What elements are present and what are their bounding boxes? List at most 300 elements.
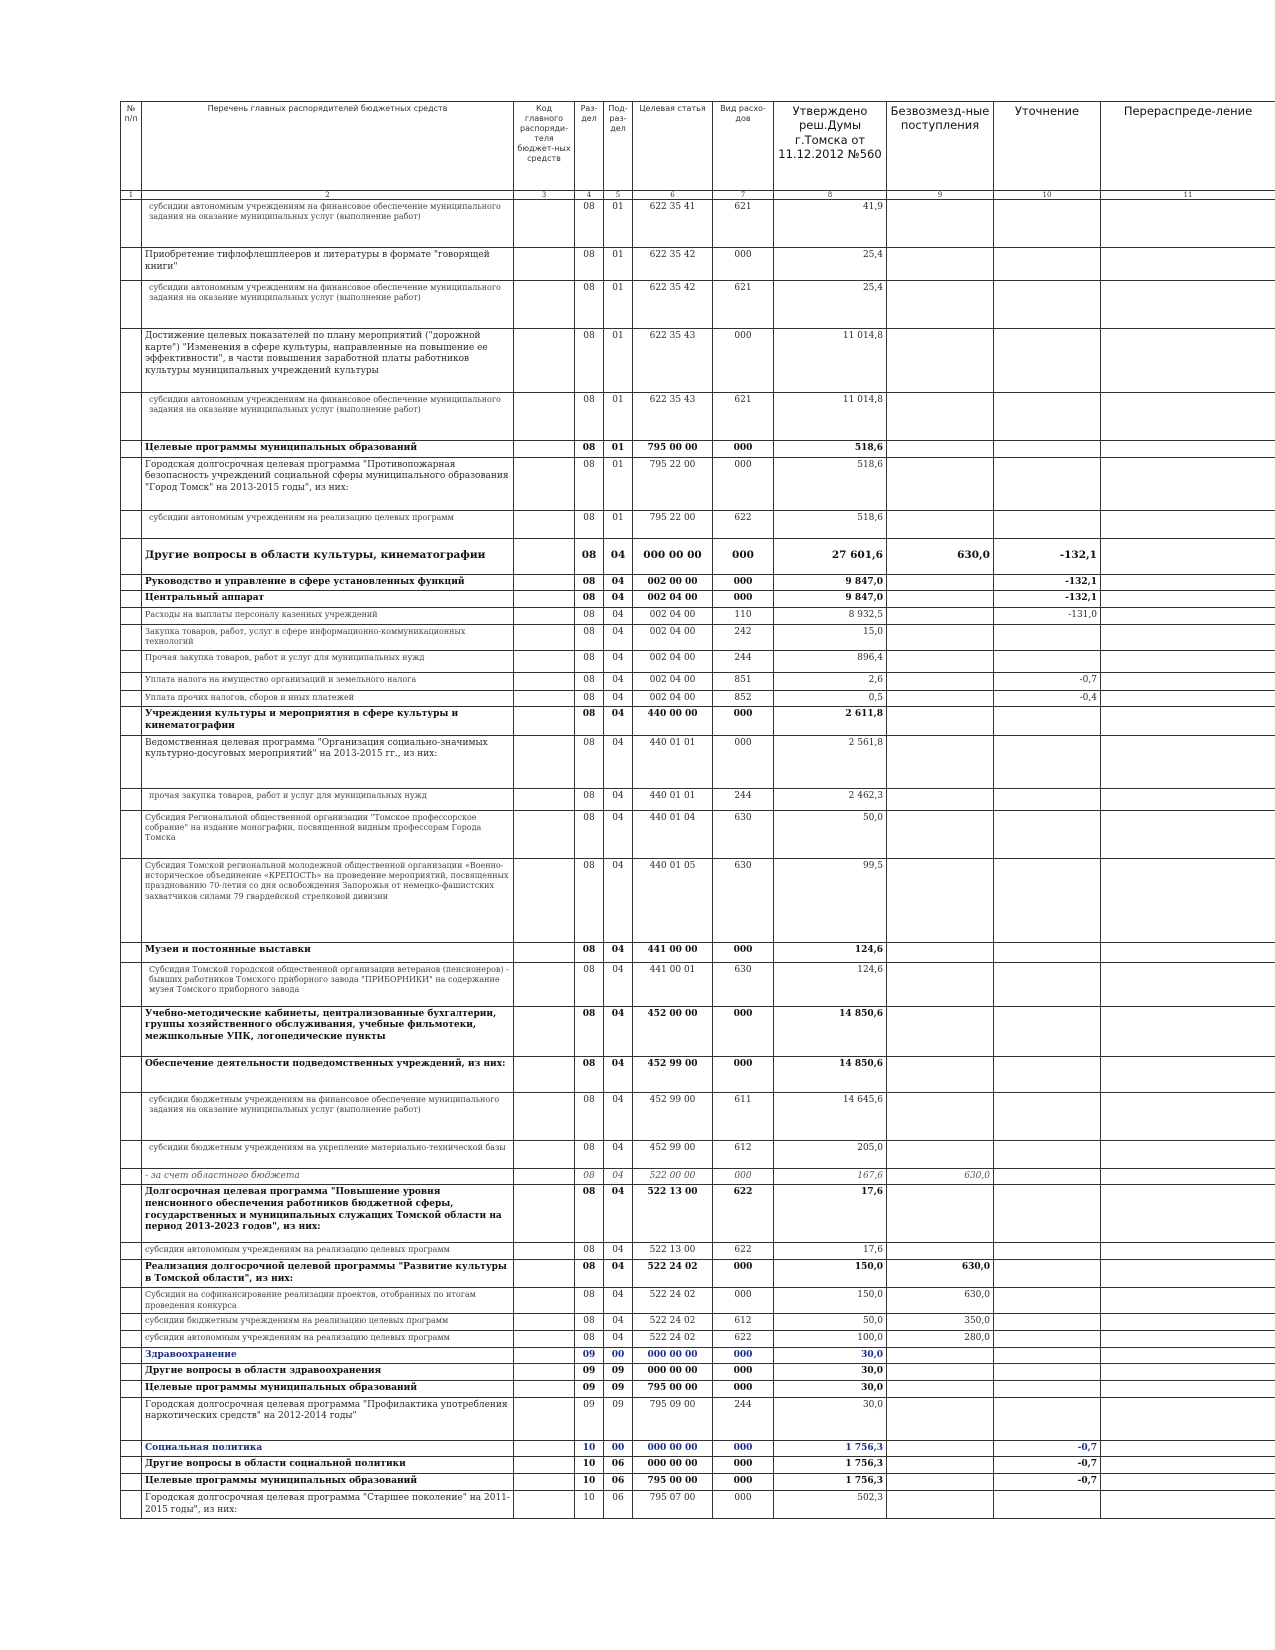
row-number [121, 1168, 142, 1185]
row-bezvozm [887, 735, 994, 788]
row-bezvozm [887, 1440, 994, 1457]
row-name: Долгосрочная целевая программа "Повышение уровня пенсионного обеспечения работников бюджетной сферы, государственных и муниципальных служащих Томской области на период 2013-2023 годов", из них: [142, 1185, 514, 1243]
row-podrazdel: 04 [604, 591, 633, 608]
row-code [514, 1474, 575, 1491]
row-vid: 621 [713, 393, 774, 441]
row-code [514, 788, 575, 810]
row-number [121, 1243, 142, 1260]
row-podrazdel: 04 [604, 1288, 633, 1314]
row-utochnenie [994, 329, 1101, 393]
row-name: Реализация долгосрочной целевой программы "Развитие культуры в Томской области", из них: [142, 1259, 514, 1287]
row-number [121, 200, 142, 248]
row-approved: 100,0 [774, 1331, 887, 1348]
row-number [121, 1364, 142, 1381]
row-razdel: 08 [575, 942, 604, 962]
row-pereraspredelenie [1101, 1259, 1275, 1287]
row-pereraspredelenie [1101, 200, 1275, 248]
header-pereraspredelenie: Перераспреде-ление [1101, 102, 1275, 191]
row-pereraspredelenie [1101, 672, 1275, 690]
row-number [121, 672, 142, 690]
row-code [514, 1006, 575, 1056]
row-podrazdel: 04 [604, 1140, 633, 1168]
row-number [121, 1006, 142, 1056]
row-code [514, 1347, 575, 1364]
row-bezvozm [887, 1490, 994, 1518]
row-vid: 621 [713, 281, 774, 329]
row-approved: 150,0 [774, 1288, 887, 1314]
row-statya: 440 01 04 [633, 810, 713, 858]
table-row [121, 441, 1275, 458]
row-razdel: 09 [575, 1364, 604, 1381]
row-vid: 621 [713, 200, 774, 248]
row-number [121, 248, 142, 281]
row-code [514, 281, 575, 329]
row-podrazdel: 09 [604, 1397, 633, 1440]
row-bezvozm [887, 1457, 994, 1474]
row-statya: 795 00 00 [633, 441, 713, 458]
row-bezvozm [887, 1056, 994, 1092]
row-approved: 1 756,3 [774, 1440, 887, 1457]
row-podrazdel: 04 [604, 574, 633, 591]
row-vid: 622 [713, 1185, 774, 1243]
table-row [121, 1168, 1275, 1185]
row-pereraspredelenie [1101, 707, 1275, 735]
row-bezvozm [887, 1243, 994, 1260]
row-number [121, 393, 142, 441]
row-utochnenie: -0,7 [994, 1440, 1101, 1457]
row-number [121, 1185, 142, 1243]
row-utochnenie [994, 1056, 1101, 1092]
row-utochnenie [994, 962, 1101, 1006]
row-number [121, 1056, 142, 1092]
row-name: Достижение целевых показателей по плану мероприятий ("дорожной карте") "Изменения в сфере культуры, направленные на повышение ее эффективности", в части повышения заработной платы работников культуры муниципальных учреждений культуры [142, 329, 514, 393]
table-row [121, 1259, 1275, 1287]
row-podrazdel: 04 [604, 1331, 633, 1348]
table-row [121, 248, 1275, 281]
row-code [514, 1331, 575, 1348]
row-name: Обеспечение деятельности подведомственных учреждений, из них: [142, 1056, 514, 1092]
table-row [121, 624, 1275, 650]
row-utochnenie [994, 200, 1101, 248]
row-name: Целевые программы муниципальных образований [142, 441, 514, 458]
row-name: Целевые программы муниципальных образований [142, 1381, 514, 1398]
row-vid: 000 [713, 329, 774, 393]
row-razdel: 10 [575, 1440, 604, 1457]
row-pereraspredelenie [1101, 538, 1275, 574]
row-name: Центральный аппарат [142, 591, 514, 608]
row-approved: 30,0 [774, 1397, 887, 1440]
row-statya: 000 00 00 [633, 538, 713, 574]
row-podrazdel: 06 [604, 1474, 633, 1491]
row-code [514, 538, 575, 574]
row-statya: 440 01 01 [633, 788, 713, 810]
row-statya: 000 00 00 [633, 1364, 713, 1381]
row-pereraspredelenie [1101, 1381, 1275, 1398]
row-name: субсидии бюджетным учреждениям на укрепление материально-технической базы [142, 1140, 514, 1168]
header-podrazdel: Под-раз-дел [604, 102, 633, 191]
row-podrazdel: 04 [604, 858, 633, 942]
row-bezvozm: 280,0 [887, 1331, 994, 1348]
row-code [514, 591, 575, 608]
row-approved: 30,0 [774, 1364, 887, 1381]
row-razdel: 08 [575, 457, 604, 510]
row-razdel: 08 [575, 393, 604, 441]
row-approved: 896,4 [774, 650, 887, 672]
table-row [121, 707, 1275, 735]
row-name: Городская долгосрочная целевая программа "Противопожарная безопасность учреждений социальной сферы муниципального образования "Город Томск" на 2013-2015 годы", из них: [142, 457, 514, 510]
row-utochnenie [994, 1381, 1101, 1398]
row-podrazdel: 01 [604, 441, 633, 458]
row-code [514, 1056, 575, 1092]
row-statya: 795 22 00 [633, 510, 713, 538]
row-bezvozm [887, 441, 994, 458]
row-pereraspredelenie [1101, 574, 1275, 591]
row-utochnenie [994, 248, 1101, 281]
table-row [121, 810, 1275, 858]
row-bezvozm [887, 200, 994, 248]
row-bezvozm [887, 788, 994, 810]
row-bezvozm [887, 1140, 994, 1168]
row-code [514, 200, 575, 248]
row-name: субсидии автономным учреждениям на финансовое обеспечение муниципального задания на оказание муниципальных услуг (выполнение работ) [142, 393, 514, 441]
row-approved: 41,9 [774, 200, 887, 248]
row-statya: 441 00 00 [633, 942, 713, 962]
table-row [121, 329, 1275, 393]
row-number [121, 591, 142, 608]
row-utochnenie [994, 1092, 1101, 1140]
row-approved: 2 462,3 [774, 788, 887, 810]
row-podrazdel: 04 [604, 538, 633, 574]
column-number-row [121, 191, 1275, 200]
row-code [514, 650, 575, 672]
row-name: Прочая закупка товаров, работ и услуг для муниципальных нужд [142, 650, 514, 672]
row-utochnenie [994, 735, 1101, 788]
row-name: субсидии автономным учреждениям на реализацию целевых программ [142, 1331, 514, 1348]
table-row [121, 1140, 1275, 1168]
row-name: Городская долгосрочная целевая программа "Профилактика употребления наркотических средств" на 2012-2014 годы" [142, 1397, 514, 1440]
row-approved: 0,5 [774, 690, 887, 707]
row-statya: 622 35 42 [633, 248, 713, 281]
row-vid: 000 [713, 707, 774, 735]
row-vid: 000 [713, 1381, 774, 1398]
row-podrazdel: 04 [604, 608, 633, 625]
row-number [121, 1288, 142, 1314]
row-code [514, 1243, 575, 1260]
row-pereraspredelenie [1101, 1331, 1275, 1348]
table-row [121, 1397, 1275, 1440]
row-pereraspredelenie [1101, 650, 1275, 672]
row-razdel: 08 [575, 788, 604, 810]
row-utochnenie [994, 942, 1101, 962]
column-number: 8 [774, 191, 887, 200]
row-code [514, 735, 575, 788]
row-vid: 000 [713, 538, 774, 574]
table-row [121, 591, 1275, 608]
row-razdel: 08 [575, 1168, 604, 1185]
row-code [514, 1092, 575, 1140]
row-vid: 852 [713, 690, 774, 707]
row-utochnenie [994, 624, 1101, 650]
row-razdel: 08 [575, 1331, 604, 1348]
column-number: 3 [514, 191, 575, 200]
row-podrazdel: 01 [604, 329, 633, 393]
table-row [121, 608, 1275, 625]
row-approved: 30,0 [774, 1381, 887, 1398]
row-number [121, 1331, 142, 1348]
row-code [514, 672, 575, 690]
row-number [121, 650, 142, 672]
table-row [121, 538, 1275, 574]
row-vid: 000 [713, 248, 774, 281]
row-name: Другие вопросы в области социальной политики [142, 1457, 514, 1474]
row-pereraspredelenie [1101, 1397, 1275, 1440]
row-code [514, 624, 575, 650]
header-row-number: № п/п [121, 102, 142, 191]
row-razdel: 08 [575, 1056, 604, 1092]
row-vid: 000 [713, 441, 774, 458]
row-vid: 622 [713, 1331, 774, 1348]
row-approved: 14 850,6 [774, 1056, 887, 1092]
row-pereraspredelenie [1101, 735, 1275, 788]
row-pereraspredelenie [1101, 624, 1275, 650]
row-name: субсидии автономным учреждениям на реализацию целевых программ [142, 1243, 514, 1260]
table-row [121, 393, 1275, 441]
row-podrazdel: 01 [604, 393, 633, 441]
row-code [514, 441, 575, 458]
row-pereraspredelenie [1101, 1056, 1275, 1092]
table-header-row [121, 102, 1275, 191]
row-statya: 440 01 01 [633, 735, 713, 788]
row-statya: 440 00 00 [633, 707, 713, 735]
row-razdel: 08 [575, 200, 604, 248]
row-approved: 1 756,3 [774, 1457, 887, 1474]
row-utochnenie: -0,4 [994, 690, 1101, 707]
row-approved: 9 847,0 [774, 574, 887, 591]
row-statya: 452 99 00 [633, 1092, 713, 1140]
row-vid: 630 [713, 810, 774, 858]
row-approved: 27 601,6 [774, 538, 887, 574]
row-approved: 25,4 [774, 281, 887, 329]
table-row [121, 1314, 1275, 1331]
row-statya: 002 00 00 [633, 574, 713, 591]
column-number: 11 [1101, 191, 1275, 200]
row-statya: 522 24 02 [633, 1314, 713, 1331]
row-utochnenie [994, 1006, 1101, 1056]
row-podrazdel: 04 [604, 1168, 633, 1185]
table-row [121, 690, 1275, 707]
row-code [514, 329, 575, 393]
row-code [514, 1397, 575, 1440]
row-name: Субсидия Региональной общественной организации "Томское профессорское собрание" на издание монографии, посвященной видным профессорам Города Томска [142, 810, 514, 858]
header-approved: Утверждено реш.Думы г.Томска от 11.12.2012 №560 [774, 102, 887, 191]
row-number [121, 1397, 142, 1440]
column-number: 10 [994, 191, 1101, 200]
row-code [514, 510, 575, 538]
row-statya: 522 24 02 [633, 1331, 713, 1348]
row-number [121, 457, 142, 510]
row-pereraspredelenie [1101, 962, 1275, 1006]
row-code [514, 858, 575, 942]
row-podrazdel: 04 [604, 1259, 633, 1287]
row-vid: 611 [713, 1092, 774, 1140]
row-statya: 441 00 01 [633, 962, 713, 1006]
row-statya: 795 07 00 [633, 1490, 713, 1518]
row-razdel: 08 [575, 624, 604, 650]
row-approved: 2 611,8 [774, 707, 887, 735]
row-bezvozm: 630,0 [887, 538, 994, 574]
row-code [514, 942, 575, 962]
row-approved: 11 014,8 [774, 329, 887, 393]
table-row [121, 1006, 1275, 1056]
column-number: 5 [604, 191, 633, 200]
row-pereraspredelenie [1101, 858, 1275, 942]
table-row [121, 650, 1275, 672]
row-statya: 522 13 00 [633, 1243, 713, 1260]
row-vid: 244 [713, 650, 774, 672]
row-utochnenie [994, 858, 1101, 942]
row-name: Другие вопросы в области здравоохранения [142, 1364, 514, 1381]
row-number [121, 1381, 142, 1398]
table-row [121, 1243, 1275, 1260]
row-code [514, 1140, 575, 1168]
header-vid: Вид расхо-дов [713, 102, 774, 191]
row-number [121, 281, 142, 329]
row-name: Закупка товаров, работ, услуг в сфере информационно-коммуникационных технологий [142, 624, 514, 650]
table-row [121, 457, 1275, 510]
row-approved: 50,0 [774, 1314, 887, 1331]
row-bezvozm [887, 1185, 994, 1243]
row-code [514, 393, 575, 441]
row-number [121, 1259, 142, 1287]
row-bezvozm [887, 690, 994, 707]
table-row [121, 281, 1275, 329]
row-name: субсидии автономным учреждениям на финансовое обеспечение муниципального задания на оказание муниципальных услуг (выполнение работ) [142, 281, 514, 329]
row-podrazdel: 01 [604, 281, 633, 329]
row-name: субсидии бюджетным учреждениям на реализацию целевых программ [142, 1314, 514, 1331]
row-razdel: 08 [575, 1288, 604, 1314]
row-number [121, 858, 142, 942]
row-approved: 14 645,6 [774, 1092, 887, 1140]
row-utochnenie [994, 650, 1101, 672]
row-bezvozm [887, 942, 994, 962]
row-vid: 244 [713, 1397, 774, 1440]
row-statya: 622 35 43 [633, 329, 713, 393]
row-bezvozm [887, 672, 994, 690]
row-razdel: 08 [575, 1259, 604, 1287]
row-approved: 99,5 [774, 858, 887, 942]
row-name: - за счет областного бюджета [142, 1168, 514, 1185]
row-code [514, 810, 575, 858]
row-name: прочая закупка товаров, работ и услуг для муниципальных нужд [142, 788, 514, 810]
table-row [121, 942, 1275, 962]
row-podrazdel: 06 [604, 1457, 633, 1474]
row-name: Городская долгосрочная целевая программа "Старшее поколение" на 2011-2015 годы", из них: [142, 1490, 514, 1518]
row-number [121, 608, 142, 625]
row-vid: 242 [713, 624, 774, 650]
row-vid: 000 [713, 1474, 774, 1491]
row-bezvozm [887, 962, 994, 1006]
row-razdel: 08 [575, 690, 604, 707]
row-utochnenie [994, 1288, 1101, 1314]
row-number [121, 810, 142, 858]
row-bezvozm [887, 281, 994, 329]
row-pereraspredelenie [1101, 1185, 1275, 1243]
row-podrazdel: 04 [604, 735, 633, 788]
row-razdel: 08 [575, 608, 604, 625]
header-code: Код главного распоряди-теля бюджет-ных средств [514, 102, 575, 191]
table-row [121, 1347, 1275, 1364]
row-razdel: 08 [575, 707, 604, 735]
row-pereraspredelenie [1101, 1092, 1275, 1140]
row-bezvozm [887, 858, 994, 942]
row-vid: 630 [713, 858, 774, 942]
row-utochnenie: -0,7 [994, 672, 1101, 690]
row-number [121, 1474, 142, 1491]
row-vid: 244 [713, 788, 774, 810]
row-bezvozm: 630,0 [887, 1288, 994, 1314]
row-statya: 002 04 00 [633, 624, 713, 650]
row-code [514, 1288, 575, 1314]
header-name: Перечень главных распорядителей бюджетных средств [142, 102, 514, 191]
row-utochnenie [994, 1347, 1101, 1364]
row-statya: 002 04 00 [633, 591, 713, 608]
row-code [514, 1185, 575, 1243]
column-number: 4 [575, 191, 604, 200]
row-code [514, 1314, 575, 1331]
row-pereraspredelenie [1101, 608, 1275, 625]
row-bezvozm [887, 1381, 994, 1398]
row-utochnenie [994, 1168, 1101, 1185]
table-row [121, 1474, 1275, 1491]
row-pereraspredelenie [1101, 1243, 1275, 1260]
table-row [121, 1490, 1275, 1518]
row-code [514, 1364, 575, 1381]
row-number [121, 538, 142, 574]
row-pereraspredelenie [1101, 1474, 1275, 1491]
row-bezvozm [887, 1092, 994, 1140]
column-number: 6 [633, 191, 713, 200]
row-utochnenie [994, 1331, 1101, 1348]
table-row [121, 1364, 1275, 1381]
row-number [121, 574, 142, 591]
header-utochnenie: Уточнение [994, 102, 1101, 191]
row-code [514, 608, 575, 625]
row-number [121, 690, 142, 707]
column-number: 1 [121, 191, 142, 200]
row-bezvozm [887, 1347, 994, 1364]
table-row [121, 735, 1275, 788]
row-podrazdel: 04 [604, 650, 633, 672]
row-approved: 11 014,8 [774, 393, 887, 441]
row-approved: 50,0 [774, 810, 887, 858]
row-number [121, 1457, 142, 1474]
column-number: 9 [887, 191, 994, 200]
row-number [121, 735, 142, 788]
row-bezvozm: 630,0 [887, 1168, 994, 1185]
row-utochnenie [994, 788, 1101, 810]
row-bezvozm [887, 810, 994, 858]
row-name: Руководство и управление в сфере установленных функций [142, 574, 514, 591]
row-statya: 522 24 02 [633, 1288, 713, 1314]
table-row [121, 858, 1275, 942]
row-statya: 000 00 00 [633, 1347, 713, 1364]
row-bezvozm [887, 393, 994, 441]
row-utochnenie [994, 1364, 1101, 1381]
row-podrazdel: 01 [604, 200, 633, 248]
row-podrazdel: 04 [604, 962, 633, 1006]
row-razdel: 10 [575, 1490, 604, 1518]
row-name: Ведомственная целевая программа "Организация социально-значимых культурно-досуговых мероприятий" на 2013-2015 гг., из них: [142, 735, 514, 788]
